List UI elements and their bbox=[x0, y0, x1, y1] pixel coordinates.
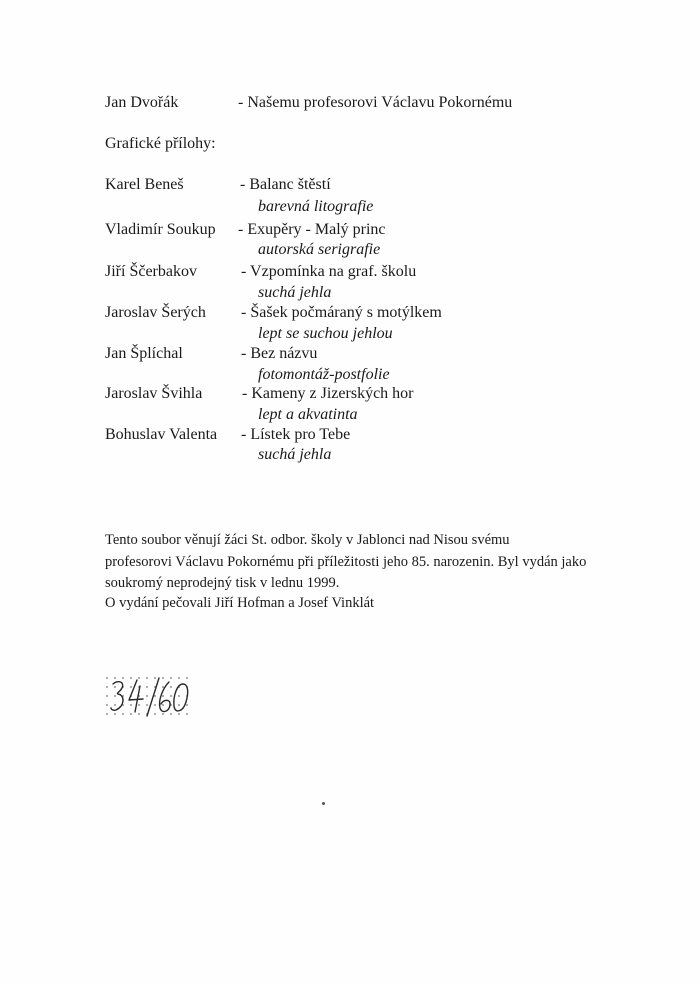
work-technique: fotomontáž-postfolie bbox=[258, 366, 390, 383]
work-technique: barevná litografie bbox=[258, 198, 374, 215]
work-title: - Kameny z Jizerských hor bbox=[242, 385, 414, 402]
artist-name: Vladimír Soukup bbox=[105, 221, 216, 238]
dedication-text: - Našemu profesorovi Václavu Pokornému bbox=[238, 94, 513, 111]
colophon-line: O vydání pečovali Jiří Hofman a Josef Vinklát bbox=[105, 595, 375, 611]
work-title: - Lístek pro Tebe bbox=[241, 426, 351, 443]
artist-name: Jaroslav Šerých bbox=[105, 304, 206, 321]
work-technique: lept a akvatinta bbox=[258, 406, 358, 423]
dedication-author: Jan Dvořák bbox=[105, 94, 179, 111]
colophon-line: profesorovi Václavu Pokornému při příležitosti jeho 85. narozenin. Byl vydán jako bbox=[105, 554, 587, 570]
paper-speck bbox=[322, 802, 325, 805]
work-title: - Balanc štěstí bbox=[240, 176, 331, 193]
dot-grid-icon bbox=[103, 672, 195, 720]
artist-name: Karel Beneš bbox=[105, 176, 184, 193]
section-heading: Grafické přílohy: bbox=[105, 135, 216, 152]
work-title: - Bez názvu bbox=[241, 345, 318, 362]
work-title: - Šašek počmáraný s motýlkem bbox=[241, 304, 442, 321]
work-title: - Vzpomínka na graf. školu bbox=[241, 263, 417, 280]
artist-name: Jan Šplíchal bbox=[105, 345, 183, 362]
artist-name: Bohuslav Valenta bbox=[105, 426, 218, 443]
work-technique: lept se suchou jehlou bbox=[258, 325, 393, 342]
artist-name: Jiří Ščerbakov bbox=[105, 263, 197, 280]
colophon-line: Tento soubor věnují žáci St. odbor. školy v Jablonci nad Nisou svému bbox=[105, 532, 510, 548]
work-technique: suchá jehla bbox=[258, 284, 332, 301]
work-technique: autorská serigrafie bbox=[258, 241, 381, 258]
artist-name: Jaroslav Švihla bbox=[105, 385, 203, 402]
colophon-line: soukromý neprodejný tisk v lednu 1999. bbox=[105, 575, 340, 591]
work-technique: suchá jehla bbox=[258, 446, 332, 463]
work-title: - Exupěry - Malý princ bbox=[238, 221, 386, 238]
edition-number-mark bbox=[103, 672, 195, 720]
